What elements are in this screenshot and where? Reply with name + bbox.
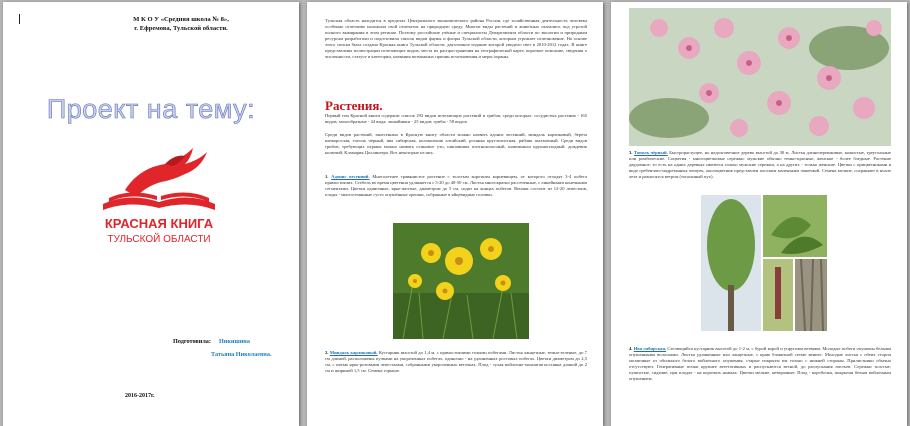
- page-2-plants: [307, 2, 603, 426]
- plant-item-almond: [325, 350, 587, 374]
- author-name: Татьяна Николаевна.: [211, 351, 272, 358]
- plant-desc-willow: Стелющийся кустарник высотой до 1-2 м, с бурой корой и упругими ветвями. Молодые побеги опушены белыми опушенными волосками. Листья удлиненные или ланцетные, с краю блакитной сетью вените. Молодые листья с обеих сторон мозаичные от обильного белого войлочного опушения, старые покрыты им только с нижней стороны. Прилистники обычно отсутствуют. Генеративные почки крупнее вегетативных и распускаются весной, до распускания листьев. Сережки толстые, пушистые, сидячие, при плодах - на коротких ножках. Цветки мелкие, невзрачные. Плод - коробочка, покрытая белым войлочным опушением.: [629, 346, 891, 381]
- item-number: 1.: [325, 174, 329, 179]
- plant-name-adonis: Адонис весенний.: [331, 174, 370, 179]
- page-1-title: [3, 2, 299, 426]
- plant-desc-adonis: Многолетнее травянистое растение с толстым коротким корневищем, от которого отходят 3-4 побега прямостоячих. Стебель во время цветения удлиняется с 5-20 до 40-50 см. Листья многократно рассеченные, с линейными конечными сегментами. Цветки одиночные, ярко-желтые, диаметром до 5 см, сидят на концах побегов. Венчик состоит из 12-20 лепестков, плоды - многосемянные густо опушённые орешки, собранные в яйцевидные головки.: [325, 174, 587, 197]
- intro-paragraph: Тульская область находится в пределах Центрального экономического района России, где хозяйственная деятельность человека особенно отчетливо наложила свой отпечаток на природную среду. Многие виды растений и животных оказались под угрозой полного вымирания в этом регионе. Поэтому российские учёные и специалисты Департамента области по экологии и природным ресурсам разработали и подготовили список видов фауны и флоры Тульской области, которым угрожает исчезновение. На основе этого списка была создана Красная книга Тульской области, двухтомное издание которой увидело свет в 2010-2012 годах. В книге представлены иллюстрации исчезающих видов, места их распространения на географической карте, короткое описание, сведения о численности, статусе и категории, названия возможных причин исчезновения и меры охраны.: [325, 18, 587, 59]
- adonis-photo: [393, 223, 529, 339]
- almond-blossom-photo: [629, 8, 891, 146]
- plant-name-willow: Ива сибирская.: [633, 346, 667, 351]
- school-city: г. Ефремова, Тульской области.: [134, 25, 228, 32]
- red-book-logo: [89, 142, 229, 252]
- plant-item-adonis: [325, 174, 587, 198]
- plant-desc-poplar: Быстрорастущее, но недолговечное дерево высотой до 30 м. Листья длиночерешковые, кожистые, треугольные или ромбические. Соцветия - многоцветковые сережки: мужские обычно темно-красные, женские - более бледные. Растение двудомное: то есть на одних деревьях имеются только мужские сережки, а на других - только женские. Цветки с прицветниками в виде гребенчато-надрезанных чешуек, околоцветник представлен плоским маленьким чашечкой. Семена мелкие, сохраняют в нчале лета и разносятся ветром (тополиный пух).: [629, 150, 892, 179]
- author-surname: Никишина: [218, 338, 250, 345]
- section-heading-plants: Растения.: [325, 98, 383, 113]
- item-number: 3.: [629, 150, 633, 155]
- year: 2016-2017г.: [125, 393, 155, 399]
- logo-title: КРАСНАЯ КНИГА: [104, 216, 214, 231]
- plant-item-willow: [629, 346, 891, 382]
- prepared-by: [173, 338, 250, 345]
- project-title: Проект на тему:: [46, 94, 256, 124]
- plant-item-poplar: [629, 150, 891, 180]
- school-name: М К О У «Средняя школа № 8»,: [133, 16, 229, 23]
- plant-desc-almond: Кустарник высотой до 1,4 м, с прямостоячими голыми побегами. Листья ланцетные, темно-зеленые, до 7 см длиной, расположены пучками на укороченных побегах, одиночно - на удлиненных ростовых побегах. Цветки диаметром до 2,5 см, с пятью ярко-розовыми лепестками, собранными укороченных веточках. Плод - сухая войлочно-мохнатая костянка длиной до 2 см и шириной 1,5 см. Семена горькие.: [325, 350, 587, 373]
- prepared-label: Подготовила:: [173, 338, 211, 345]
- school-header: [81, 15, 281, 33]
- item-number: 4.: [629, 346, 633, 351]
- text-cursor: [19, 14, 20, 24]
- plant-name-almond: Миндаль карликовый.: [329, 350, 378, 355]
- plants-paragraph-2: Среди видов растений, занесенных в Красную книгу области можно назвать адонис весенний, миндаль карликовый, берёза низкорослая, тополь чёрный, ива сибирская, колокольчик алтайский, росянка круглолистная, рябчик шахматный. Среди видов грибов, требующих охраны можно назвать осиновое ухо, шиповника плотноколосный, шампиньон крупноплодный, дождевик колючий, Кламария Цоллингера. Вот некоторые из них.: [325, 132, 587, 155]
- plants-paragraph-1: Первый том Красной книги содержит список 292 видов исчезающих растений и грибов, среди которых: сосудистых растения - 165 видов; мохообразные - 44 вида; лишайники - 25 видов; грибы - 58 видов.: [325, 113, 587, 124]
- logo-subtitle: ТУЛЬСКОЙ ОБЛАСТИ: [107, 234, 211, 245]
- plant-name-poplar: Тополь чёрный.: [633, 150, 668, 155]
- item-number: 2.: [325, 350, 329, 355]
- poplar-photo-collage: [701, 195, 827, 331]
- page-3-plants: [611, 2, 907, 426]
